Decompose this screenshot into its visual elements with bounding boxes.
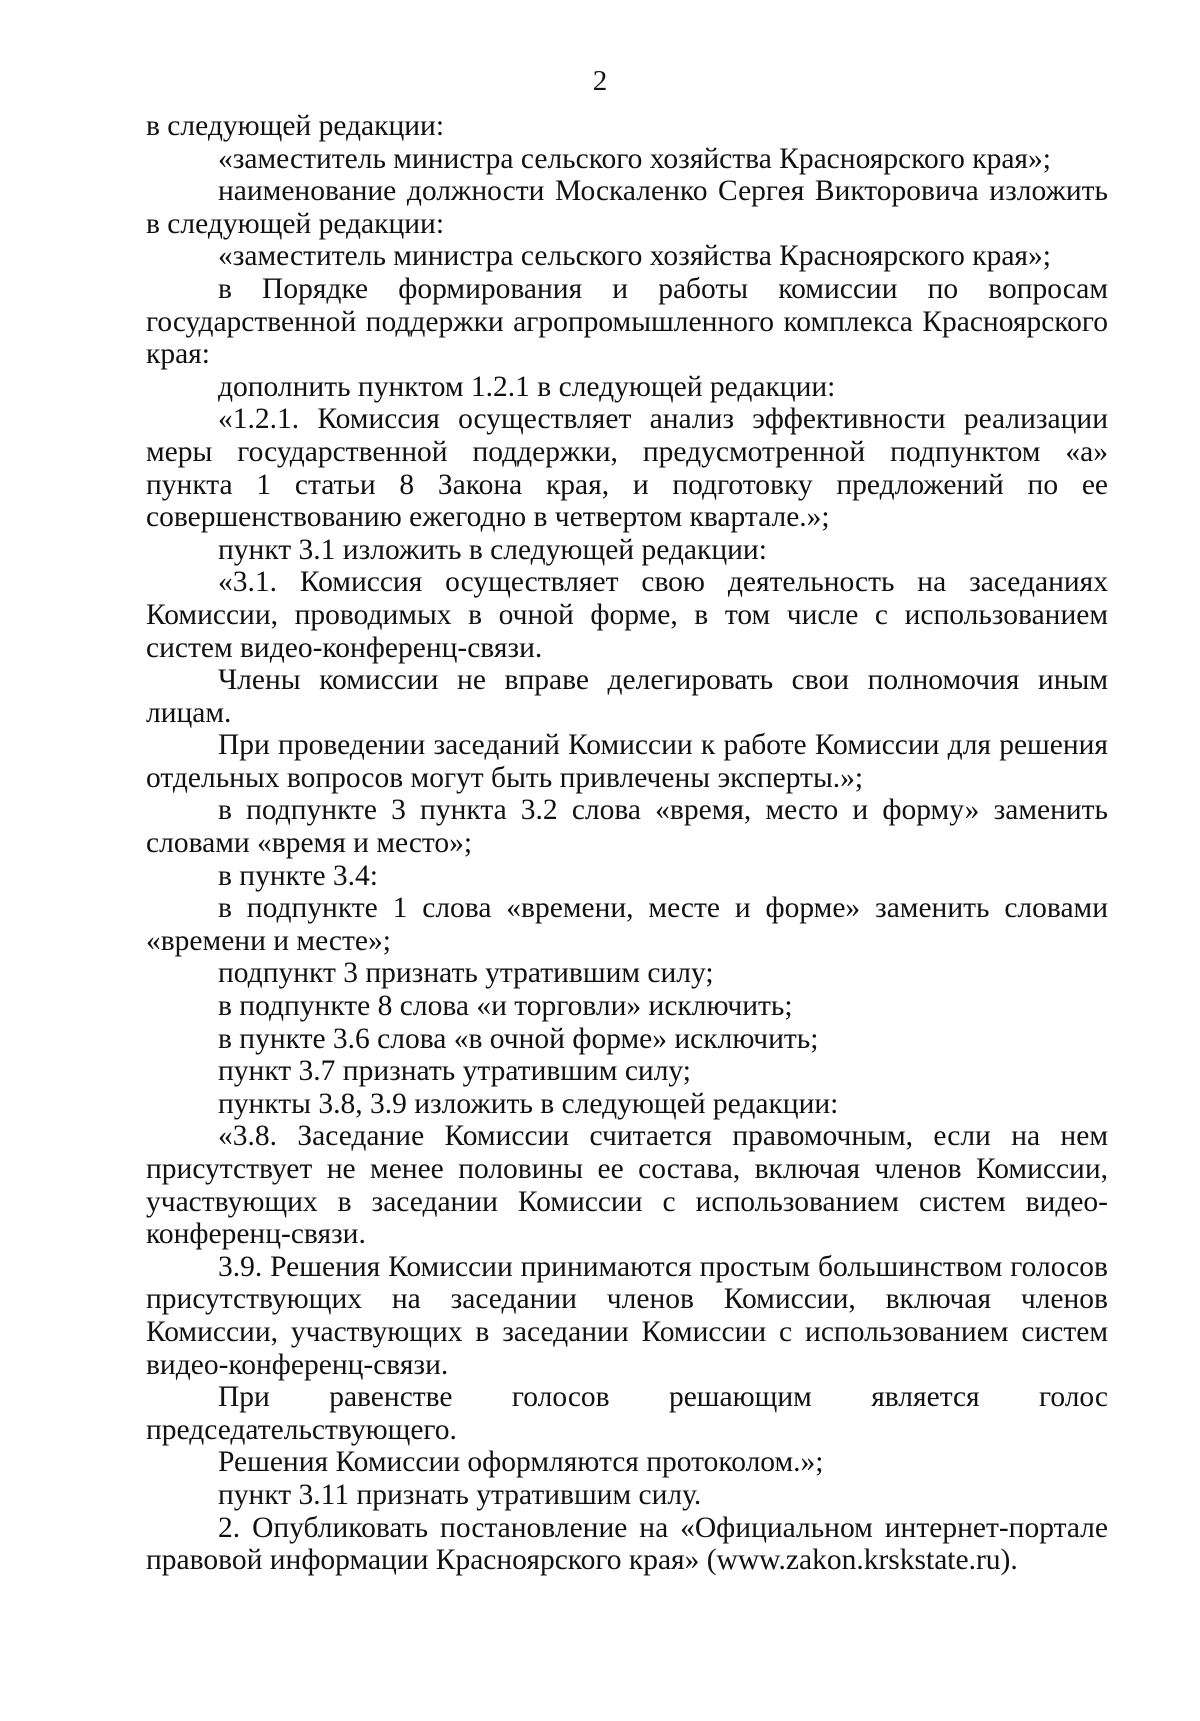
paragraph: в Порядке формирования и работы комиссии по вопросам государственной поддержки агропромышленного комплекса Красноярского края: bbox=[146, 272, 1108, 371]
paragraph: «3.8. Заседание Комиссии считается правомочным, если на нем присутствует не менее половины ее состава, включая членов Комиссии, участвующих в заседании Комиссии с использованием систем видео-конференц-связи. bbox=[146, 1120, 1108, 1251]
paragraph: Решения Комиссии оформляются протоколом.»; bbox=[218, 1446, 824, 1479]
paragraph: 3.9. Решения Комиссии принимаются простым большинством голосов присутствующих на заседании членов Комиссии, включая членов Комиссии, участвующих в заседании Комиссии с использованием систем видео-конференц-связи. bbox=[146, 1250, 1108, 1381]
paragraph: Члены комиссии не вправе делегировать свои полномочия иным лицам. bbox=[146, 664, 1108, 729]
paragraph: При равенстве голосов решающим является голос председательствующего. bbox=[146, 1381, 1108, 1446]
paragraph: При проведении заседаний Комиссии к работе Комиссии для решения отдельных вопросов могут быть привлечены эксперты.»; bbox=[146, 729, 1108, 794]
paragraph: 2. Опубликовать постановление на «Официальном интернет-портале правовой информации Красноярского края» (www.zakon.krskstate.ru). bbox=[146, 1511, 1108, 1577]
paragraph: «заместитель министра сельского хозяйства Красноярского края»; bbox=[218, 142, 1051, 175]
paragraph: пункты 3.8, 3.9 изложить в следующей редакции: bbox=[218, 1087, 839, 1120]
paragraph: в пункте 3.6 слова «в очной форме» исключить; bbox=[218, 1022, 819, 1055]
paragraph: пункт 3.1 изложить в следующей редакции: bbox=[218, 533, 767, 566]
paragraph: пункт 3.7 признать утратившим силу; bbox=[218, 1055, 691, 1088]
paragraph: пункт 3.11 признать утратившим силу. bbox=[218, 1478, 702, 1511]
page-number: 2 bbox=[592, 65, 608, 97]
paragraph: наименование должности Москаленко Сергея Викторовича изложить в следующей редакции: bbox=[146, 175, 1108, 240]
paragraph: в подпункте 1 слова «времени, месте и форме» заменить словами «времени и месте»; bbox=[146, 892, 1108, 957]
paragraph: подпункт 3 признать утратившим силу; bbox=[218, 957, 714, 990]
paragraph: в подпункте 3 пункта 3.2 слова «время, место и форму» заменить словами «время и место»; bbox=[146, 794, 1108, 860]
paragraph: в подпункте 8 слова «и торговли» исключить; bbox=[218, 990, 793, 1023]
paragraph: «1.2.1. Комиссия осуществляет анализ эффективности реализации меры государственной поддержки, предусмотренной подпунктом «а» пункта 1 статьи 8 Закона края, и подготовку предложений по ее совершенствованию ежегодно в четвертом квартале.»; bbox=[146, 403, 1108, 534]
paragraph: «заместитель министра сельского хозяйства Красноярского края»; bbox=[218, 240, 1051, 273]
paragraph: в пункте 3.4: bbox=[218, 859, 379, 892]
paragraph: дополнить пунктом 1.2.1 в следующей редакции: bbox=[218, 370, 836, 403]
paragraph: «3.1. Комиссия осуществляет свою деятельность на заседаниях Комиссии, проводимых в очной форме, в том числе с использованием систем видео-конференц-связи. bbox=[146, 566, 1108, 664]
paragraph: в следующей редакции: bbox=[146, 110, 445, 142]
document-body bbox=[146, 110, 1108, 1577]
